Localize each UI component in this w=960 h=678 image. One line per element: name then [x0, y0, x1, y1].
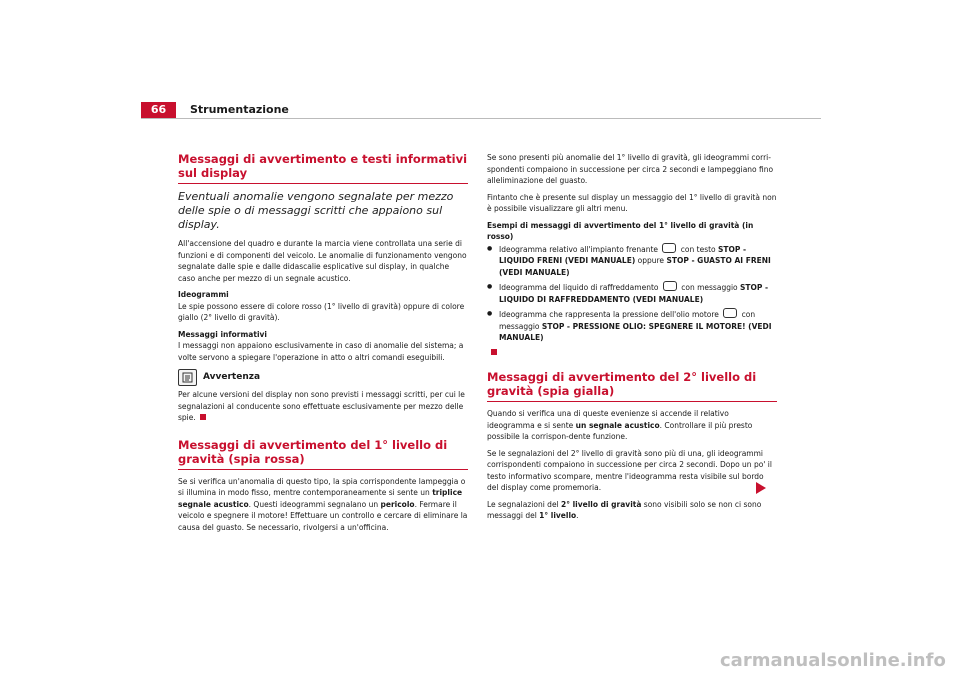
section-divider — [178, 183, 468, 184]
end-marker-line — [487, 347, 777, 359]
watermark: carmanualsonline.info — [720, 650, 946, 671]
note-icon — [178, 369, 197, 386]
paragraph: Se sono presenti più anomalie del 1° livello di gravità, gli ideogrammi corri-spondenti compaiono in successione per circa 2 secondi e lampeggiano fino alleliminazione del guasto. — [487, 153, 774, 185]
chapter-title: Strumentazione — [190, 103, 289, 116]
left-column — [178, 152, 468, 538]
section-title-level1: Messaggi di avvertimento del 1° livello di gravità (spia rossa) — [178, 437, 448, 466]
list-item: ● Ideogramma che rappresenta la pressione dell'olio motore con messaggio STOP - PRESSIONE OLIO: SPEGNERE IL MOTORE! (VEDI MANUALE) — [487, 308, 777, 344]
paragraph: Le segnalazioni del 2° livello di gravità sono visibili solo se non ci sono messaggi del 1° livello. — [487, 499, 762, 520]
section-intro: Eventuali anomalie vengono segnalate per mezzo delle spie o di messaggi scritti che appaiono sul display. — [178, 190, 454, 231]
examples-heading: Esempi di messaggi di avvertimento del 1° livello di gravità (in rosso) — [487, 220, 754, 241]
coolant-icon — [663, 281, 677, 291]
next-page-arrow-icon — [756, 482, 766, 494]
paragraph: Le spie possono essere di colore rosso (1° livello di gravità) oppure di colore giallo (2° livello di gravità). — [178, 301, 465, 322]
header-divider — [141, 118, 821, 119]
section-divider — [487, 401, 777, 402]
paragraph: Quando si verifica una di queste evenienze si accende il relativo ideogramma e si sente un segnale acustico. Controllare il più presto possibile la corrispon-dente funzione. — [487, 409, 753, 441]
end-of-section-mark — [491, 349, 497, 355]
section-title-display-messages: Messaggi di avvertimento e testi informativi sul display — [178, 152, 468, 180]
end-of-section-mark — [200, 414, 206, 420]
paragraph: I messaggi non appaiono esclusivamente in caso di anomalie del sistema; a volte servono a spiegare l'operazione in atto o altri comandi eseguibili. — [178, 341, 464, 362]
right-column — [487, 152, 777, 527]
section-divider — [178, 469, 468, 470]
list-item: ● Ideogramma relativo all'impianto frenante con testo STOP - LIQUIDO FRENI (VEDI MANUALE) oppure STOP - GUASTO AI FRENI (VEDI MANUALE) — [487, 243, 777, 279]
subheading-info-messages: Messaggi informativi — [178, 329, 267, 339]
paragraph: Fintanto che è presente sul display un messaggio del 1° livello di gravità non è possibile visualizzare gli altri menu. — [487, 192, 777, 213]
note-heading — [178, 369, 468, 386]
list-item: ● Ideogramma del liquido di raffreddamento con messaggio STOP - LIQUIDO DI RAFFREDDAMENTO (VEDI MANUALE) — [487, 281, 777, 305]
paragraph: Se le segnalazioni del 2° livello di gravità sono più di una, gli ideogrammi corrispondenti compaiono in successione per circa 2 secondi. Dopo un po' il testo informativo scompare, mentre l'ideogramma resta visibile sul bordo del display come promemoria. — [487, 448, 772, 492]
section-title-level2: Messaggi di avvertimento del 2° livello di gravità (spia gialla) — [487, 370, 757, 398]
paragraph: All'accensione del quadro e durante la marcia viene controllata una serie di funzioni e di componenti del veicolo. Le anomalie di funzionamento vengono segnalate dalle spie e dalle didascalie esplicative sul display, in qualche caso anche per mezzo di un segnale acustico. — [178, 239, 467, 283]
note-text: Per alcune versioni del display non sono previsti i messaggi scritti, per cui le segnalazioni al conducente sono effettuate esclusivamente per mezzo delle spie. — [178, 390, 465, 422]
paragraph: Se si verifica un'anomalia di questo tipo, la spia corrispondente lampeggia o si illumina in modo fisso, mentre contemporaneamente si sente un triplice segnale acustico. Questi ideogrammi segnalano un pericolo. Fermare il veicolo e spegnere il motore! Effettuare un controllo e cercare di eliminare la causa del guasto. Se necessario, rivolgersi a un'officina. — [178, 476, 468, 532]
note-label: Avvertenza — [203, 371, 261, 382]
subheading-ideograms: Ideogrammi — [178, 290, 229, 299]
oil-pressure-icon — [723, 308, 737, 318]
brake-warning-icon — [662, 243, 676, 253]
page-number: 66 — [141, 102, 176, 118]
